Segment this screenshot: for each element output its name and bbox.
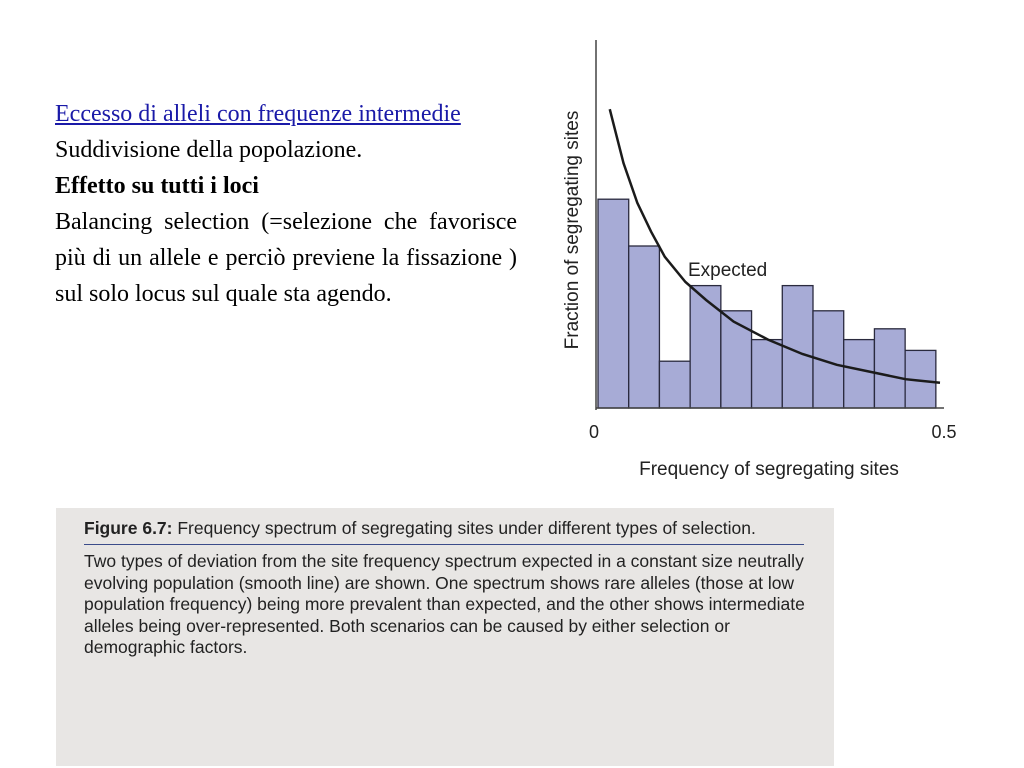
bar-3 <box>690 286 721 408</box>
caption-title <box>84 517 824 539</box>
expected-label: Expected <box>688 260 768 281</box>
link-alleli-intermedie[interactable]: Eccesso di alleli con frequenze intermedie <box>55 101 461 127</box>
chart-svg <box>550 30 970 490</box>
caption-figure-title: Frequency spectrum of segregating sites under different types of selection. <box>172 518 756 538</box>
bar-0 <box>598 199 629 408</box>
figure-caption <box>56 508 834 766</box>
caption-divider <box>84 544 804 545</box>
caption-body: Two types of deviation from the site frequency spectrum expected in a constant size neutrally evolving population (smooth line) are shown. One spectrum shows rare alleles (those at low population frequency) being more prevalent than expected, and the other shows intermediate alleles being over-represented. Both scenarios can be caused by either selection or demographic factors. <box>84 551 805 657</box>
frequency-spectrum-chart <box>550 30 970 490</box>
bar-2 <box>659 361 690 408</box>
bar-1 <box>629 246 660 408</box>
caption-figure-label: Figure 6.7: <box>84 518 173 538</box>
slide-text <box>55 96 517 312</box>
text-balancing-selection: Balancing selection (=selezione che favorisce più di un allele e perciò previene la fissazione ) sul solo locus sul quale sta agendo. <box>55 209 517 307</box>
bar-9 <box>874 329 905 408</box>
bar-4 <box>721 311 752 408</box>
x-tick-0: 0 <box>588 422 600 442</box>
text-suddivisione: Suddivisione della popolazione. <box>55 137 363 163</box>
bar-8 <box>844 340 875 408</box>
x-tick-0-5: 0.5 <box>931 422 957 442</box>
x-axis-label: Frequency of segregating sites <box>639 459 899 480</box>
bar-5 <box>752 340 783 408</box>
text-effetto-loci: Effetto su tutti i loci <box>55 173 259 199</box>
y-axis-label: Fraction of segregating sites <box>562 110 583 350</box>
